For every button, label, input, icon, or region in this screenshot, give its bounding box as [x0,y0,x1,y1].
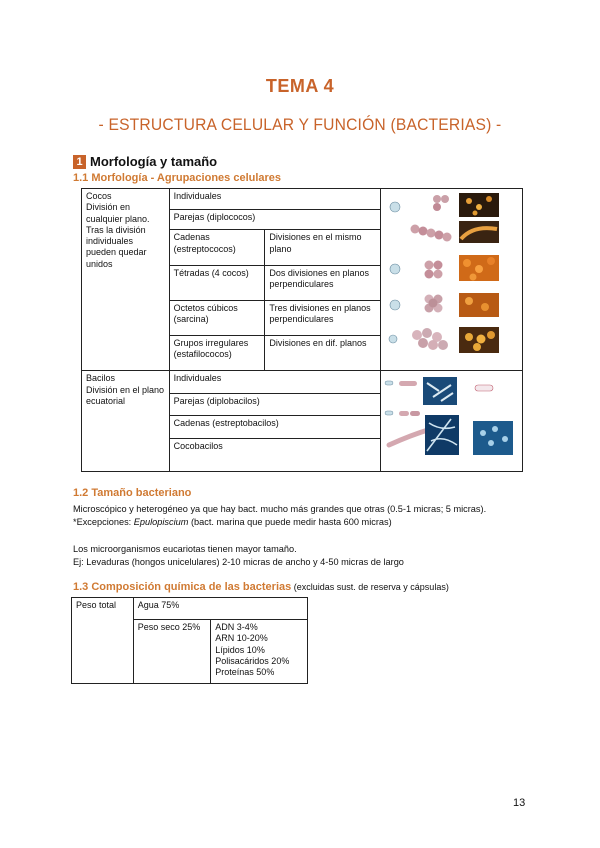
cocos-description: División en cualquier plano. Tras la división individuales pueden quedar unidos [86,202,150,269]
components-cell [211,620,308,684]
size-paragraph-3: Los microorganismos eucariotas tienen mayor tamaño. [73,544,297,554]
section-1-heading [73,154,217,169]
cocos-row-desc: Divisiones en dif. planos [265,336,381,371]
component-item: Polisacáridos 20% [215,655,290,666]
peso-seco-cell: Peso seco 25% [133,620,211,684]
exceptions-detail: (bact. marina que puede medir hasta 600 micras) [188,517,392,527]
cocos-image [380,189,522,371]
subsection-1-3-title: 1.3 Composición química de las bacterias [73,581,292,593]
cocos-row-name: Individuales [169,189,380,210]
bacilos-description: División en el plano ecuatorial [86,384,165,406]
tema-title: TEMA 4 [265,76,335,96]
chapter-subtitle: - ESTRUCTURA CELULAR Y FUNCIÓN (BACTERIAS) - [98,115,502,134]
component-item: Proteínas 50% [215,667,275,677]
component-item: Lípidos 10% [215,644,265,655]
bacilos-row-name: Cocobacilos [169,438,380,471]
bacilos-row-name: Cadenas (estreptobacilos) [169,416,380,439]
cocos-row-desc: Dos divisiones en planos perpendiculares [265,265,381,300]
bacilos-cell [82,371,170,471]
cocos-row-desc: Tres divisiones en planos perpendiculares [265,300,381,335]
cocos-row-desc: Divisiones en el mismo plano [265,230,381,265]
component-item: ADN 3-4% [215,622,258,632]
epulopiscium-name: Epulopiscium [133,517,189,527]
size-paragraph-1: Microscópico y heterogéneo ya que hay bact. mucho más grandes que otras (0.5-1 micras; 5 micras). [73,504,487,514]
cocos-row-name: Parejas (diplococos) [169,209,380,230]
subsection-1-3-note: (excluidas sust. de reserva y cápsulas) [291,582,449,592]
bacilos-illustration [381,371,521,467]
size-paragraph-4: Ej: Levaduras (hongos unicelulares) 2-10 micras de ancho y 4-50 micras de largo [73,557,404,567]
bacilos-row-name: Individuales [169,371,380,394]
peso-total-cell: Peso total [72,598,134,684]
exceptions-label: *Excepciones: [73,517,134,527]
cocos-illustration [381,189,521,367]
page-number: 13 [513,797,526,809]
bacilos-row-name: Parejas (diplobacilos) [169,393,380,416]
cocos-row-name: Octetos cúbicos (sarcina) [169,300,265,335]
bacilos-image [380,371,522,471]
cocos-row-name: Cadenas (estreptococos) [169,230,265,265]
subsection-1-2-title: 1.2 Tamaño bacteriano [73,487,192,499]
subsection-1-3-heading [73,581,449,593]
size-paragraph-2 [73,516,392,528]
morphology-table [81,188,523,472]
bacilos-label: Bacilos [86,373,116,384]
cocos-cell [82,189,170,371]
section-number-badge: 1 [73,155,86,169]
composition-table [71,597,308,684]
subsection-1-1-title: 1.1 Morfología - Agrupaciones celulares [73,172,282,184]
agua-cell: Agua 75% [133,598,307,620]
cocos-row-name: Grupos irregulares (estafilococos) [169,336,265,371]
component-item: ARN 10-20% [215,633,268,644]
cocos-label: Cocos [86,191,112,201]
section-1-title: Morfología y tamaño [90,154,218,169]
cocos-row-name: Tétradas (4 cocos) [169,265,265,300]
